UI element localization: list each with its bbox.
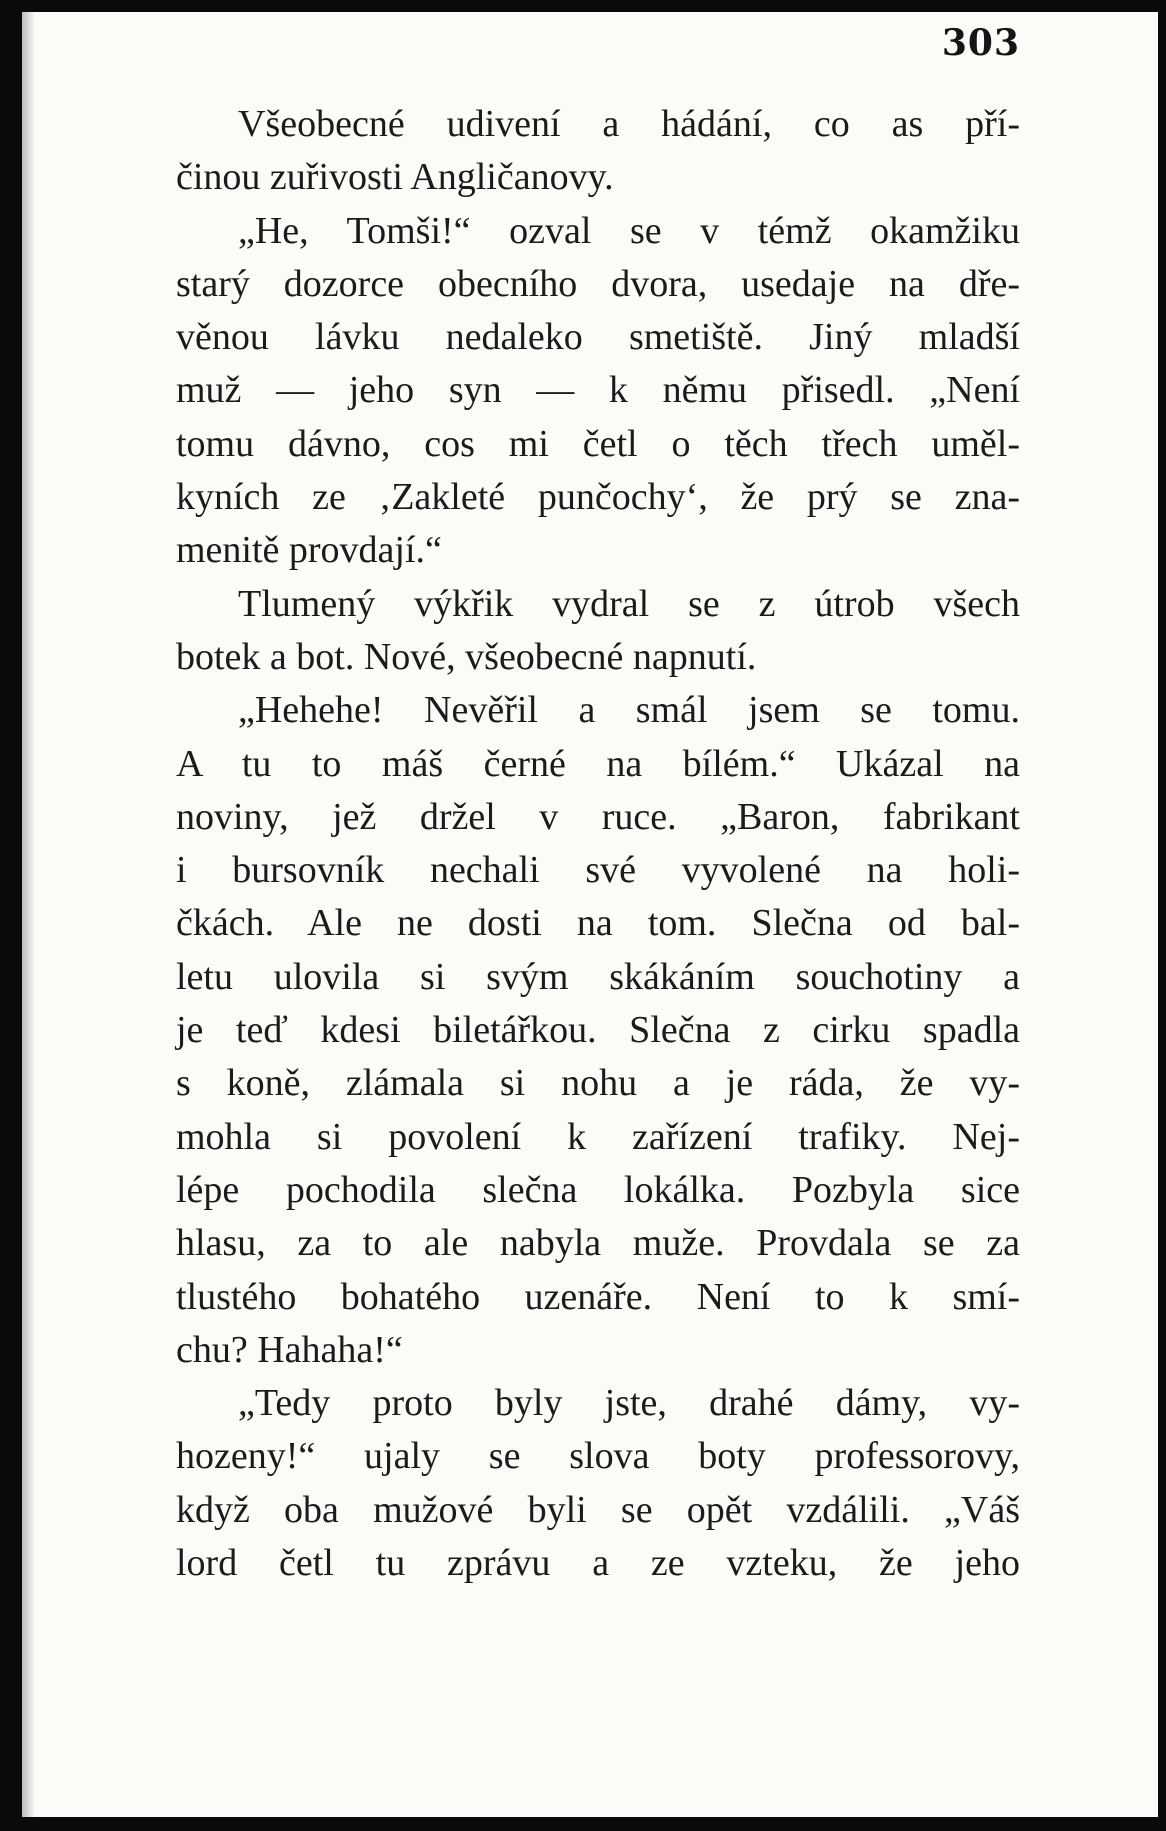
text-line: čkách. Ale ne dosti na tom. Slečna od bal-: [176, 902, 1020, 945]
text-line: lord četl tu zprávu a ze vzteku, že jeho: [176, 1542, 1020, 1585]
text-line: s koně, zlámala si nohu a je ráda, že vy-: [176, 1062, 1020, 1105]
text-line: tomu dávno, cos mi četl o těch třech uměl-: [176, 422, 1020, 465]
body-text: [176, 98, 1020, 1590]
binding-gutter-shadow: [22, 12, 34, 1817]
text-line: noviny, jež držel v ruce. „Baron, fabrikant: [176, 795, 1020, 838]
text-line: mohla si povolení k zařízení trafiky. Nej-: [176, 1115, 1020, 1158]
text-line: menitě provdají.“: [176, 529, 442, 572]
text-line: i bursovník nechali své vyvolené na holi-: [176, 849, 1020, 892]
text-line: je teď kdesi biletářkou. Slečna z cirku spadla: [176, 1009, 1020, 1052]
text-line: Tlumený výkřik vydral se z útrob všech: [238, 582, 1020, 625]
text-line: muž — jeho syn — k němu přisedl. „Není: [176, 369, 1020, 412]
text-line: kyních ze ‚Zakleté punčochy‘, že prý se zna-: [176, 476, 1020, 519]
text-line: A tu to máš černé na bílém.“ Ukázal na: [176, 742, 1020, 785]
text-line: botek a bot. Nové, všeobecné napnutí.: [176, 635, 757, 678]
text-line: činou zuřivosti Angličanovy.: [176, 156, 614, 199]
text-line: starý dozorce obecního dvora, usedaje na dře-: [176, 262, 1020, 305]
text-line: „He, Tomši!“ ozval se v témž okamžiku: [238, 209, 1020, 252]
text-line: hozeny!“ ujaly se slova boty professorovy,: [176, 1435, 1020, 1478]
page-number: 303: [941, 22, 1020, 64]
text-line: hlasu, za to ale nabyla muže. Provdala se za: [176, 1222, 1020, 1265]
text-line: letu ulovila si svým skákáním souchotiny a: [176, 955, 1020, 998]
text-line: „Tedy proto byly jste, drahé dámy, vy-: [238, 1382, 1020, 1425]
text-line: chu? Hahaha!“: [176, 1328, 403, 1371]
text-line: tlustého bohatého uzenáře. Není to k smí-: [176, 1275, 1020, 1318]
text-line: věnou lávku nedaleko smetiště. Jiný mladší: [176, 316, 1020, 359]
text-line: když oba mužové byli se opět vzdálili. „Váš: [176, 1488, 1020, 1531]
text-line: Všeobecné udivení a hádání, co as pří-: [238, 103, 1020, 145]
text-line: lépe pochodila slečna lokálka. Pozbyla sice: [176, 1168, 1020, 1211]
text-line: „Hehehe! Nevěřil a smál jsem se tomu.: [238, 689, 1020, 732]
